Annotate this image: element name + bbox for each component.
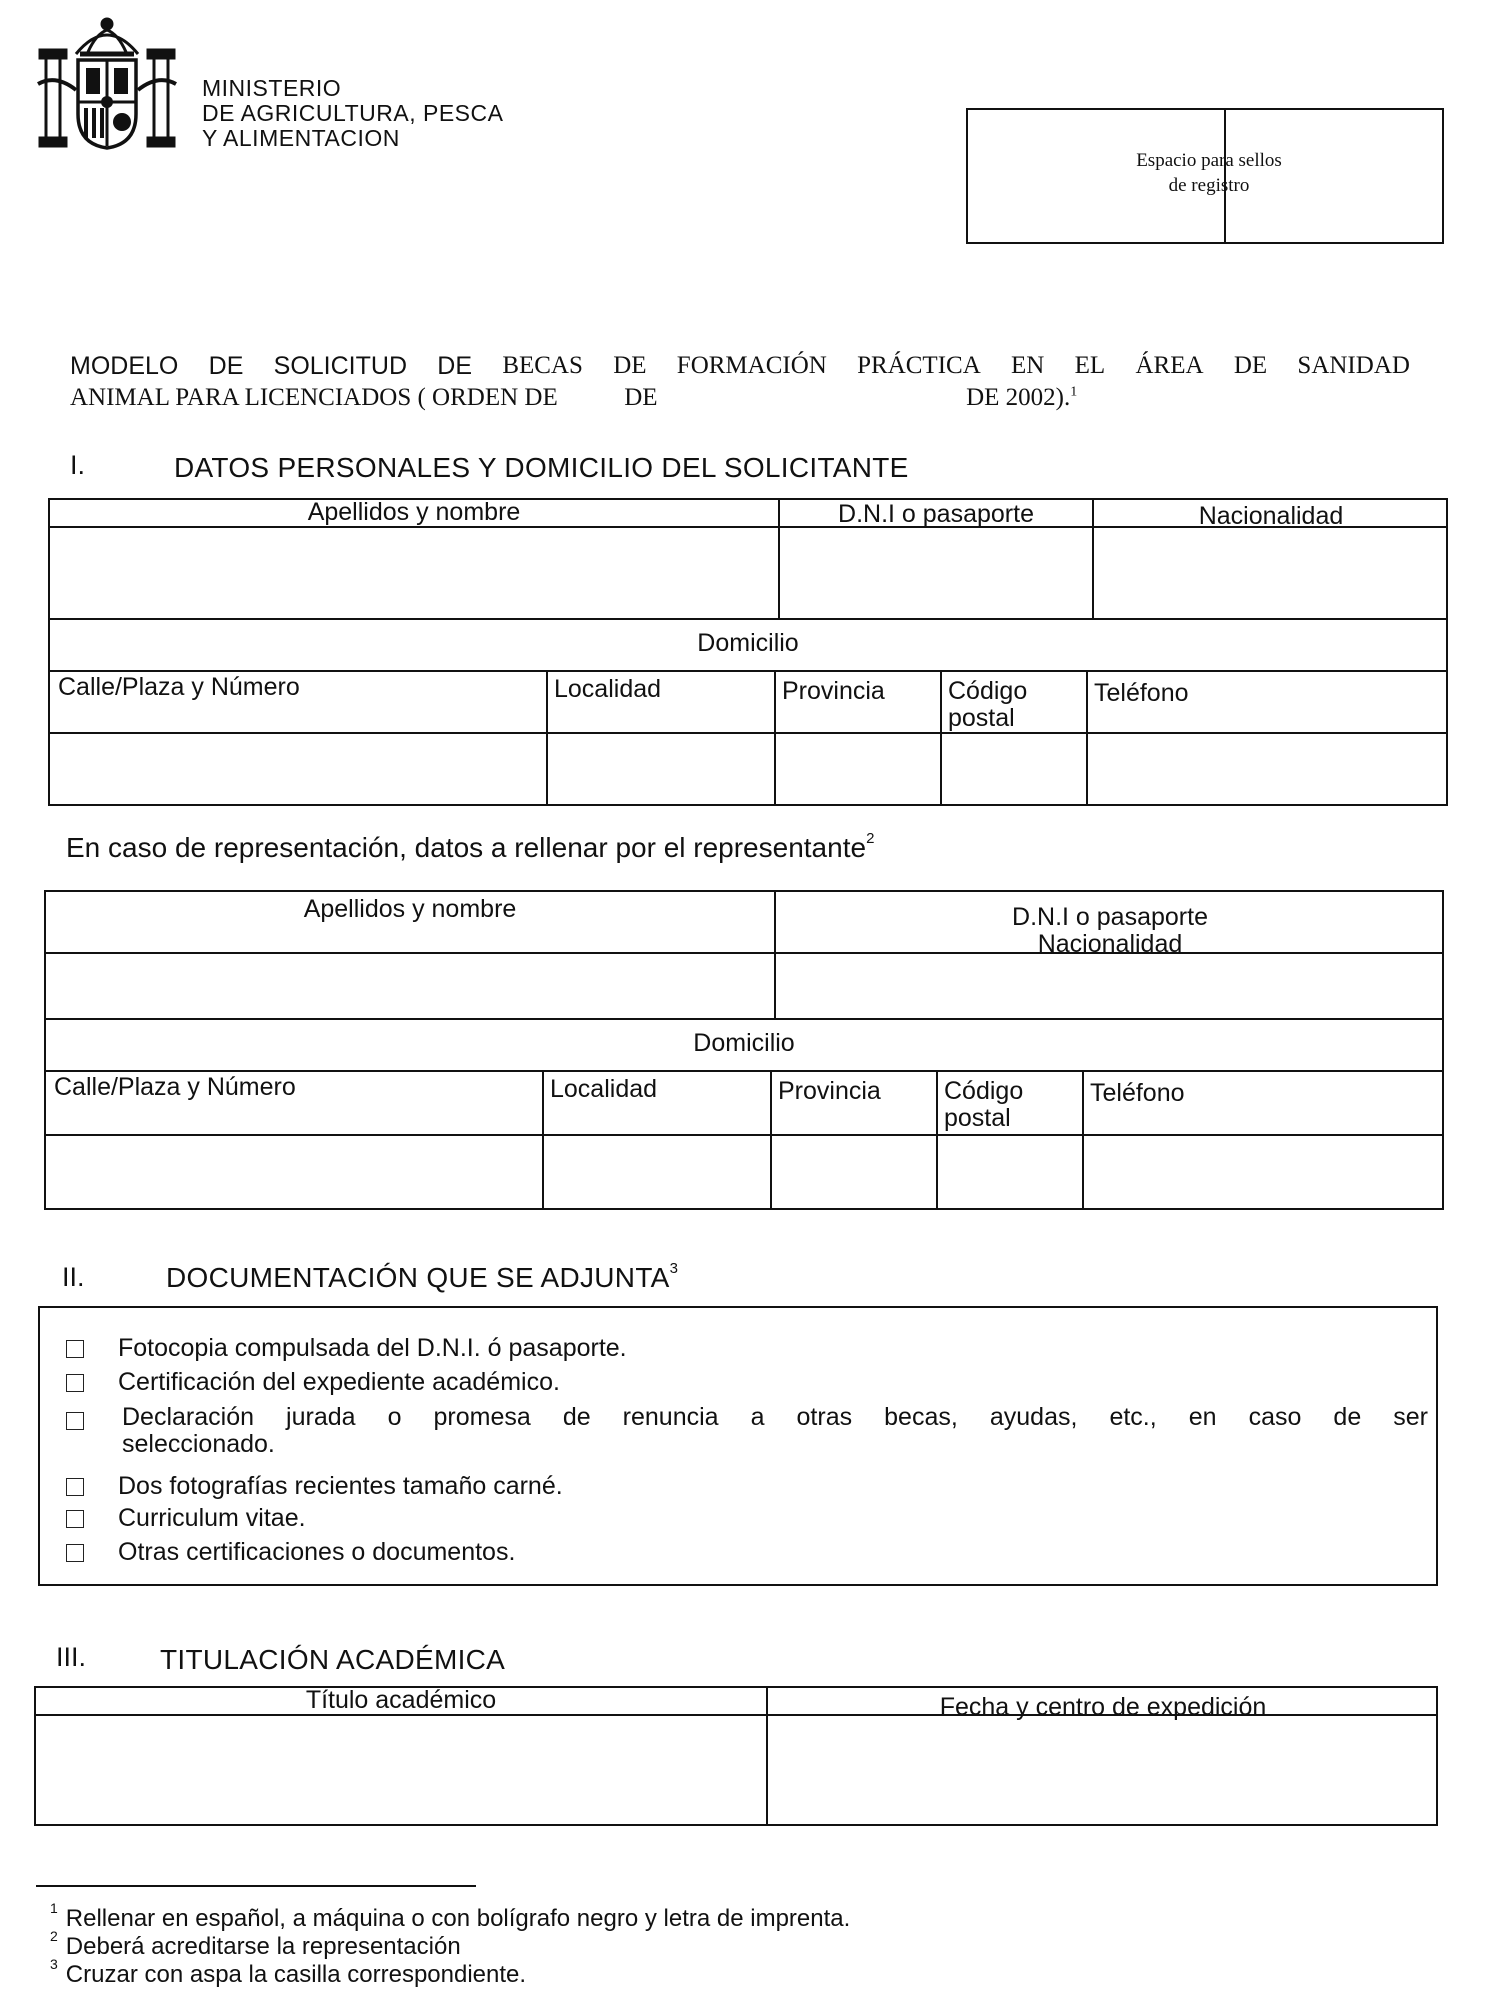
document-word: becas, <box>884 1403 958 1431</box>
document-word: etc., <box>1109 1403 1157 1431</box>
representative-street-field[interactable] <box>48 1136 542 1208</box>
title-word: SANIDAD <box>1297 352 1410 379</box>
form-title-line-2 <box>70 384 1280 412</box>
document-word: Declaración <box>122 1403 255 1431</box>
title-word: EN <box>1011 352 1045 379</box>
ministry-line-3: Y ALIMENTACION <box>202 125 400 151</box>
applicant-street-header: Calle/Plaza y Número <box>58 673 300 701</box>
representation-intro <box>66 832 874 864</box>
grid-line <box>50 618 1446 620</box>
applicant-province-field[interactable] <box>776 734 940 804</box>
representative-province-header: Provincia <box>778 1077 881 1105</box>
section-2-title-text: DOCUMENTACIÓN QUE SE ADJUNTA <box>166 1262 670 1293</box>
title-word: ÁREA <box>1135 352 1204 379</box>
document-item[interactable] <box>66 1368 560 1397</box>
stamp-box-line-1: Espacio para sellos <box>1136 150 1282 171</box>
applicant-postcode-header <box>948 678 1027 732</box>
form-title-line-1 <box>70 352 1410 381</box>
applicant-data-table <box>48 498 1448 806</box>
postcode-header-line-1: Código <box>944 1077 1024 1105</box>
title-word: PRÁCTICA <box>857 352 981 379</box>
degree-date-center-header: Fecha y centro de expedición <box>939 1693 1267 1721</box>
footnote-text: Deberá acreditarse la representación <box>65 1933 461 1960</box>
grid-line <box>46 1018 1442 1020</box>
title-word: DE <box>613 352 647 379</box>
stamp-box-line-2: de registro <box>1168 175 1250 196</box>
section-3-title: TITULACIÓN ACADÉMICA <box>160 1644 506 1675</box>
applicant-id-field[interactable] <box>780 528 1092 618</box>
document-label: Otras certificaciones o documentos. <box>118 1538 516 1566</box>
degree-table <box>34 1686 1438 1826</box>
footnote-number: 1 <box>50 1900 58 1916</box>
ministry-line-2: DE AGRICULTURA, PESCA <box>202 100 504 126</box>
document-item[interactable] <box>66 1472 563 1501</box>
representative-phone-header: Teléfono <box>1090 1079 1185 1107</box>
degree-title-field[interactable] <box>38 1716 766 1824</box>
title-word: DE <box>1233 352 1268 379</box>
representative-id-line: D.N.I o pasaporte <box>1012 903 1208 931</box>
applicant-postcode-field[interactable] <box>942 734 1086 804</box>
representative-id-field[interactable] <box>776 954 1444 1018</box>
section-1-title: DATOS PERSONALES Y DOMICILIO DEL SOLICITANTE <box>174 452 909 483</box>
postcode-header-line-2: postal <box>944 1104 1011 1132</box>
document-label: Fotocopia compulsada del D.N.I. ó pasaporte. <box>118 1334 627 1362</box>
footnote-text: Rellenar en español, a máquina o con bolígrafo negro y letra de imprenta. <box>65 1905 851 1932</box>
representative-phone-field[interactable] <box>1084 1136 1444 1208</box>
document-item[interactable] <box>66 1504 306 1533</box>
applicant-name-field[interactable] <box>52 528 778 618</box>
degree-date-center-field[interactable] <box>768 1716 1438 1824</box>
title-word: EL <box>1074 352 1106 379</box>
title-line2-part-c: DE 2002). <box>966 384 1071 411</box>
section-2-number: II. <box>62 1262 85 1292</box>
representative-address-header: Domicilio <box>693 1029 795 1057</box>
ministry-name <box>202 76 503 151</box>
checkbox[interactable] <box>66 1510 84 1528</box>
degree-title-header: Título académico <box>305 1686 497 1714</box>
document-word: ayudas, <box>989 1403 1078 1431</box>
ministry-line-1: MINISTERIO <box>202 75 342 101</box>
document-word: jurada <box>286 1403 356 1431</box>
representation-footnote-ref: 2 <box>866 830 875 847</box>
document-label: Dos fotografías recientes tamaño carné. <box>118 1472 563 1500</box>
document-label-line-2: seleccionado. <box>122 1430 275 1458</box>
document-item[interactable] <box>66 1334 627 1363</box>
section-2-title <box>166 1262 678 1294</box>
representative-city-field[interactable] <box>544 1136 770 1208</box>
applicant-id-header: D.N.I o pasaporte <box>838 500 1034 528</box>
applicant-nationality-field[interactable] <box>1094 528 1448 618</box>
section-2-footnote-ref: 3 <box>669 1260 679 1277</box>
title-word: DE <box>437 352 473 380</box>
title-word: SOLICITUD <box>273 352 408 380</box>
footnote-1 <box>50 1900 851 1933</box>
representative-postcode-field[interactable] <box>938 1136 1082 1208</box>
registry-stamp-box <box>966 108 1444 244</box>
document-word: a <box>750 1403 765 1431</box>
section-1-number: I. <box>70 450 86 480</box>
representative-id-header <box>776 904 1444 958</box>
footnote-2 <box>50 1928 461 1961</box>
document-word: promesa <box>433 1403 531 1431</box>
coat-of-arms-of-spain-icon <box>36 14 178 154</box>
applicant-nationality-header: Nacionalidad <box>1198 502 1344 530</box>
applicant-city-header: Localidad <box>554 675 662 703</box>
footnote-text: Cruzar con aspa la casilla correspondiente. <box>65 1961 527 1988</box>
postcode-header-line-1: Código <box>948 677 1028 705</box>
document-word: ser <box>1393 1403 1428 1431</box>
document-label: Certificación del expediente académico. <box>118 1368 560 1396</box>
document-word: renuncia <box>622 1403 719 1431</box>
representative-street-header: Calle/Plaza y Número <box>54 1073 296 1101</box>
document-label: Curriculum vitae. <box>118 1504 306 1532</box>
footnote-number: 3 <box>50 1956 58 1972</box>
representative-city-header: Localidad <box>550 1075 658 1103</box>
document-item[interactable] <box>66 1538 515 1567</box>
applicant-address-header: Domicilio <box>697 629 799 657</box>
checkbox[interactable] <box>66 1340 84 1358</box>
title-footnote-ref: 1 <box>1070 384 1078 400</box>
applicant-phone-header: Teléfono <box>1094 679 1189 707</box>
title-word: FORMACIÓN <box>676 352 827 379</box>
document-word: de <box>1333 1403 1362 1431</box>
footnote-separator <box>36 1885 476 1887</box>
applicant-province-header: Provincia <box>782 677 885 705</box>
footnote-3 <box>50 1956 527 1989</box>
representation-intro-text: En caso de representación, datos a rellenar por el representante <box>66 832 867 863</box>
representative-name-field[interactable] <box>48 954 774 1018</box>
postcode-header-line-2: postal <box>948 704 1015 732</box>
section-3-number: III. <box>56 1642 87 1672</box>
checkbox[interactable] <box>66 1544 84 1562</box>
applicant-city-field[interactable] <box>548 734 774 804</box>
document-item[interactable] <box>66 1412 118 1430</box>
document-word: de <box>562 1403 591 1431</box>
title-word: BECAS <box>502 352 583 379</box>
representative-name-header: Apellidos y nombre <box>303 895 517 923</box>
stamp-box-label <box>968 148 1442 198</box>
footnote-number: 2 <box>50 1928 58 1944</box>
title-word: MODELO <box>70 352 179 380</box>
checkbox[interactable] <box>66 1374 84 1392</box>
checkbox[interactable] <box>66 1478 84 1496</box>
document-item-multiline <box>122 1404 1428 1458</box>
checkbox[interactable] <box>66 1412 84 1430</box>
representative-nationality-line: Nacionalidad <box>1037 930 1183 958</box>
document-word: o <box>387 1403 402 1431</box>
applicant-name-header: Apellidos y nombre <box>307 498 521 526</box>
document-word: en <box>1188 1403 1217 1431</box>
document-word: otras <box>796 1403 853 1431</box>
representative-data-table <box>44 890 1444 1210</box>
title-word: DE <box>208 352 244 380</box>
grid-line <box>50 670 1446 672</box>
representative-province-field[interactable] <box>772 1136 936 1208</box>
applicant-phone-field[interactable] <box>1088 734 1448 804</box>
title-line2-part-a: ANIMAL PARA LICENCIADOS ( ORDEN DE <box>70 384 558 411</box>
document-label-line-1 <box>122 1404 1428 1431</box>
representative-postcode-header <box>944 1078 1023 1132</box>
document-word: caso <box>1248 1403 1302 1431</box>
grid-line <box>46 1070 1442 1072</box>
applicant-street-field[interactable] <box>52 734 546 804</box>
title-line2-part-b: DE <box>624 384 658 411</box>
